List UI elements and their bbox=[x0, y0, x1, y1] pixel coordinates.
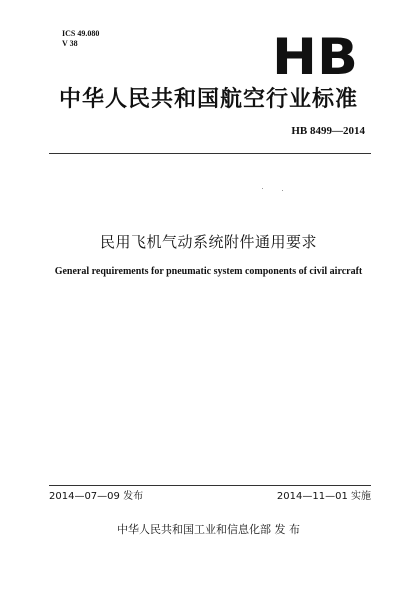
footer-divider bbox=[49, 485, 371, 486]
document-title-chinese: 民用飞机气动系统附件通用要求 bbox=[99, 233, 317, 251]
header-divider bbox=[49, 153, 371, 154]
standard-number: HB 8499—2014 bbox=[291, 125, 365, 137]
scan-speck bbox=[262, 188, 263, 189]
hb-logo bbox=[270, 33, 360, 77]
hb-logo-text: HB bbox=[272, 33, 358, 77]
category-code: V 38 bbox=[62, 39, 78, 48]
classification-block bbox=[62, 29, 99, 49]
issue-date: 2014—07—09 发布 bbox=[49, 491, 144, 502]
publisher: 中华人民共和国工业和信息化部 发 布 bbox=[117, 523, 300, 536]
scan-speck bbox=[282, 190, 283, 191]
page-title: 中华人民共和国航空行业标准 bbox=[58, 87, 358, 112]
implementation-date: 2014—11—01 实施 bbox=[276, 491, 371, 502]
ics-code: ICS 49.080 bbox=[62, 29, 100, 38]
document-title-english: General requirements for pneumatic system components of civil aircraft bbox=[54, 266, 363, 277]
